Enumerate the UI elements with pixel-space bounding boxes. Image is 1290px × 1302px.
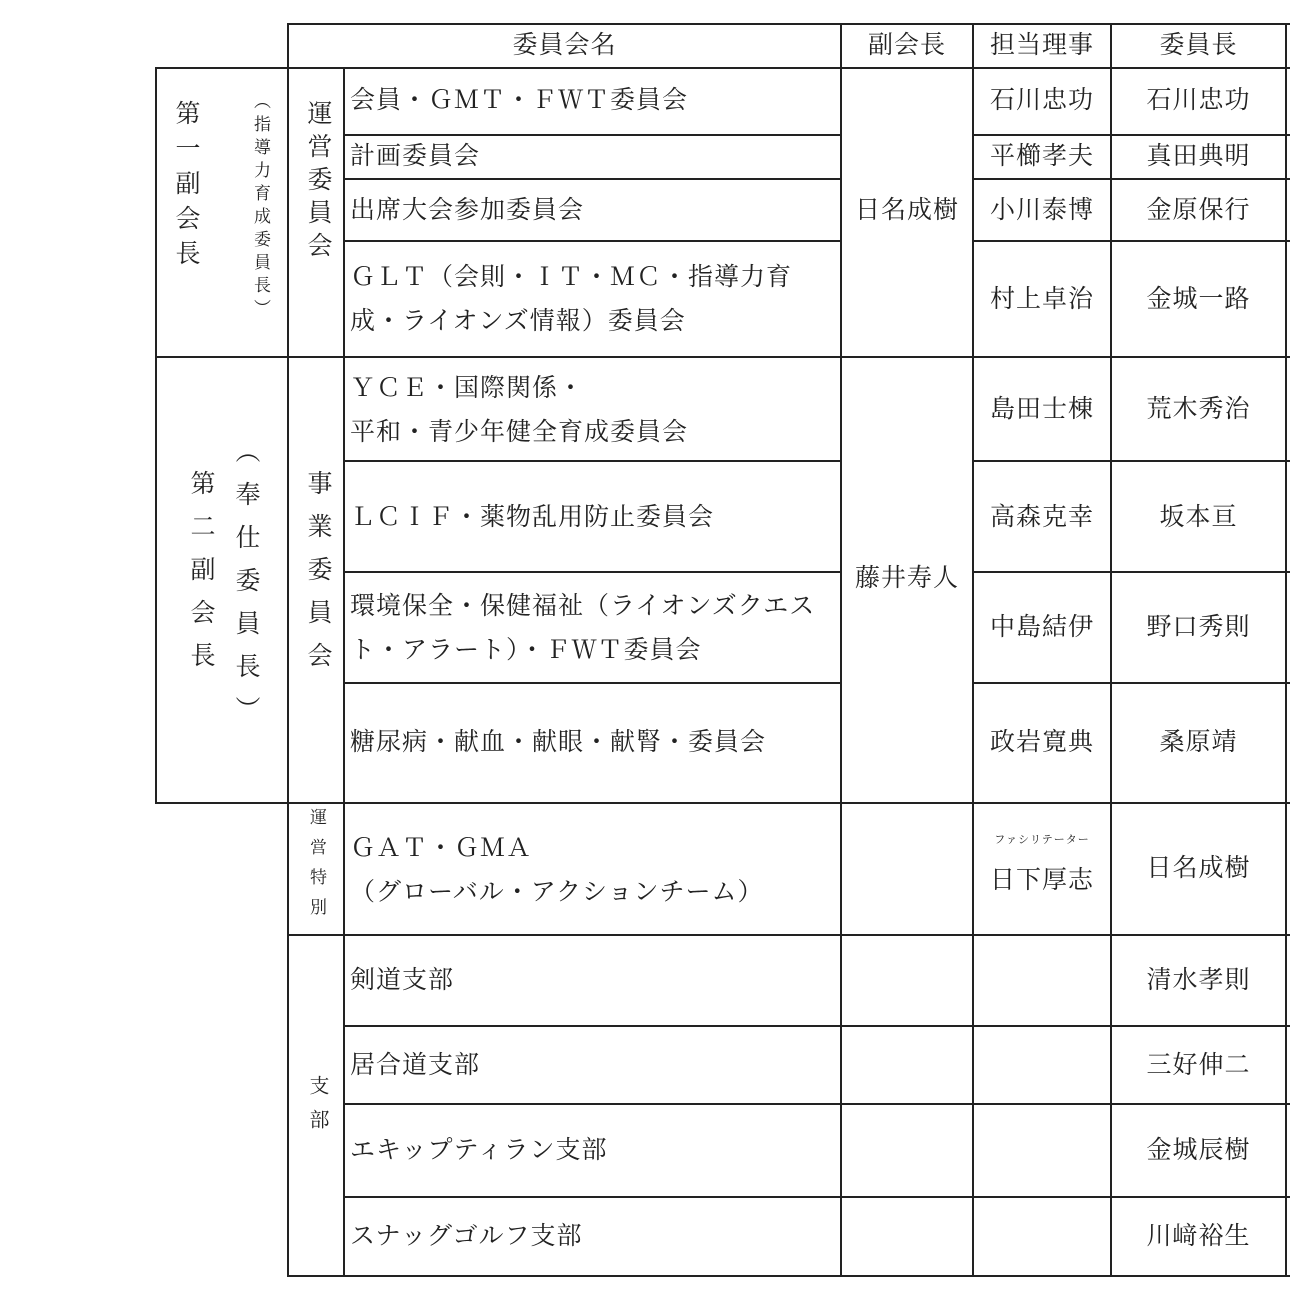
- director-cell: 平櫛孝夫: [989, 141, 1094, 170]
- header-director: 担当理事: [989, 30, 1094, 59]
- rule: [343, 240, 840, 242]
- chair-cell: 川﨑裕生: [1146, 1221, 1251, 1250]
- committee-name: ＹＣＥ・国際関係・: [350, 373, 585, 402]
- committee-name: ＧＬＴ（会則・ＩＴ・ＭＣ・指導力育: [350, 262, 793, 291]
- chair-cell: 金原保行: [1146, 195, 1251, 224]
- rule: [343, 1103, 1290, 1105]
- rule: [972, 178, 1290, 180]
- committee-name: ト・アラート）・ＦＷＴ委員会: [350, 635, 702, 664]
- chair-cell: 野口秀則: [1146, 612, 1251, 641]
- committee-name: 成・ライオンズ情報）委員会: [350, 306, 686, 335]
- rule: [343, 1025, 1290, 1027]
- director-cell: 小川泰博: [989, 195, 1094, 224]
- director-cell: 日下厚志: [989, 865, 1094, 894]
- rule: [287, 1275, 1290, 1277]
- chair-cell: 坂本亘: [1159, 502, 1238, 531]
- rule: [343, 460, 840, 462]
- director-role-label: ファシリテーター: [994, 833, 1090, 846]
- director-cell: 高森克幸: [989, 502, 1094, 531]
- projects-committee-label: 事業委員会: [304, 470, 333, 685]
- operations-committee-label: 運営委員会: [304, 100, 333, 265]
- rule: [155, 802, 1290, 804]
- second-vp-title: 第二副会長: [187, 470, 216, 685]
- director-cell: 村上卓治: [989, 284, 1094, 313]
- rule: [287, 23, 289, 1277]
- rule: [343, 1196, 1290, 1198]
- rule: [343, 67, 345, 1277]
- first-vp-title: 第一副会長: [172, 100, 201, 275]
- ops-special-label: 運営特別: [306, 808, 326, 928]
- rule: [155, 67, 1290, 69]
- chair-cell: 真田典明: [1146, 141, 1251, 170]
- committee-name: 居合道支部: [350, 1050, 481, 1079]
- committee-name: （グローバル・アクションチーム）: [350, 877, 764, 906]
- committee-name: 糖尿病・献血・献眼・献腎・委員会: [350, 727, 767, 756]
- committee-name: スナッグゴルフ支部: [350, 1221, 583, 1250]
- rule: [972, 682, 1290, 684]
- first-vp-subtitle: （指導力育成委員長）: [250, 92, 270, 322]
- rule: [287, 934, 1290, 936]
- rule: [972, 460, 1290, 462]
- chair-cell: 金城一路: [1146, 284, 1251, 313]
- director-cell: 島田士棟: [989, 394, 1094, 423]
- director-cell: 中島結伊: [989, 612, 1094, 641]
- director-cell: 石川忠功: [989, 85, 1094, 114]
- rule: [343, 571, 840, 573]
- chair-cell: 荒木秀治: [1146, 394, 1251, 423]
- chair-cell: 石川忠功: [1146, 85, 1251, 114]
- chair-cell: 清水孝則: [1146, 965, 1251, 994]
- vice-president-cell: 藤井寿人: [854, 563, 959, 592]
- vice-president-cell: 日名成樹: [854, 195, 959, 224]
- branches-label: 支部: [306, 1075, 330, 1143]
- header-committee-name: 委員会名: [512, 30, 617, 59]
- rule: [972, 571, 1290, 573]
- header-chair: 委員長: [1159, 30, 1238, 59]
- committee-name: 計画委員会: [350, 141, 481, 170]
- committee-name: 出席大会参加委員会: [350, 195, 585, 224]
- rule: [1285, 23, 1287, 1277]
- chair-cell: 日名成樹: [1146, 853, 1251, 882]
- director-cell: 政岩寛典: [989, 727, 1094, 756]
- rule: [343, 682, 840, 684]
- committee-name: 会員・ＧＭＴ・ＦＷＴ委員会: [350, 85, 689, 114]
- chair-cell: 三好伸二: [1146, 1050, 1251, 1079]
- committee-name: エキップティラン支部: [350, 1135, 608, 1164]
- committee-name: 平和・青少年健全育成委員会: [350, 417, 689, 446]
- committee-name: 剣道支部: [350, 965, 455, 994]
- chair-cell: 桑原靖: [1159, 727, 1238, 756]
- header-vice-president: 副会長: [867, 30, 946, 59]
- committee-name: 環境保全・保健福祉（ライオンズクエス: [350, 591, 816, 620]
- committee-name: ＧＡＴ・ＧＭＡ: [350, 833, 533, 862]
- committee-name: ＬＣＩＦ・薬物乱用防止委員会: [350, 502, 715, 531]
- rule: [155, 356, 1290, 358]
- rule: [155, 67, 157, 804]
- rule: [972, 240, 1290, 242]
- chair-cell: 金城辰樹: [1146, 1135, 1251, 1164]
- rule: [343, 178, 840, 180]
- second-vp-subtitle: （奉仕委員長）: [232, 438, 261, 739]
